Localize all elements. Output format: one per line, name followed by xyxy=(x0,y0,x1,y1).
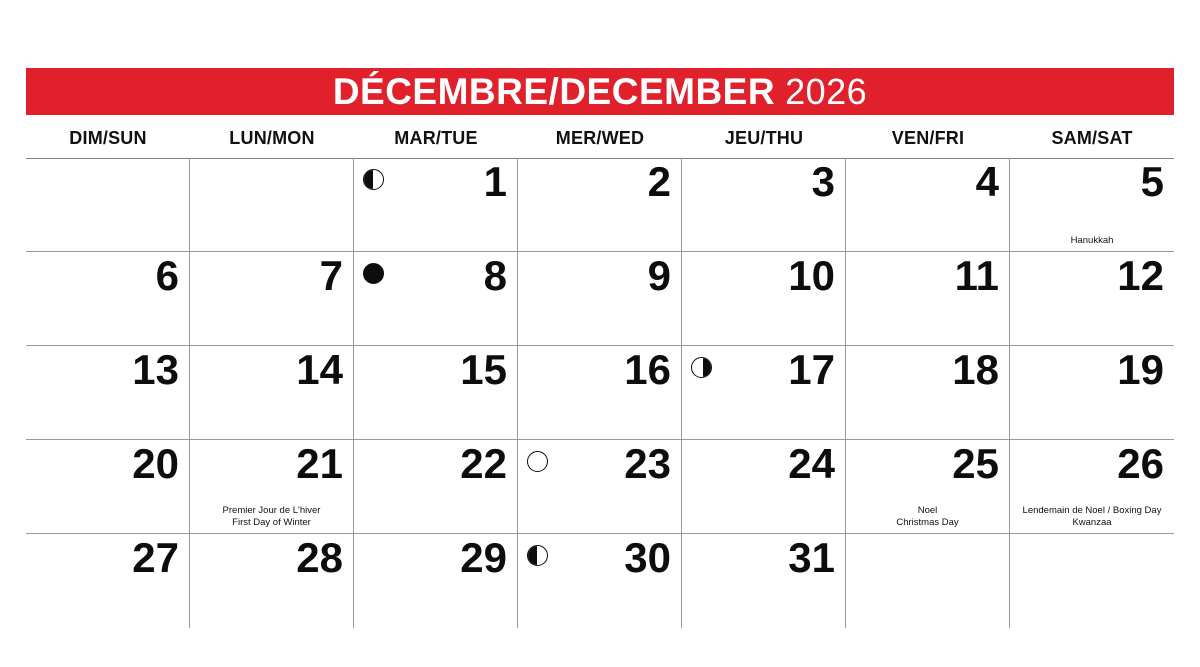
day-number: 10 xyxy=(788,252,835,299)
day-number: 15 xyxy=(460,346,507,393)
day-cell[interactable] xyxy=(190,440,354,534)
day-cell[interactable] xyxy=(26,534,190,628)
title-year: 2026 xyxy=(785,71,868,112)
day-number: 26 xyxy=(1117,440,1164,487)
day-cell[interactable] xyxy=(1010,252,1174,346)
event-label: First Day of Winter xyxy=(232,517,311,529)
day-events xyxy=(1014,505,1170,529)
day-number: 22 xyxy=(460,440,507,487)
page-title xyxy=(333,73,867,110)
day-cell[interactable] xyxy=(682,534,846,628)
day-number: 25 xyxy=(952,440,999,487)
day-cell-empty xyxy=(1010,534,1174,628)
day-number: 28 xyxy=(296,534,343,581)
day-number: 14 xyxy=(296,346,343,393)
day-cell[interactable] xyxy=(518,346,682,440)
day-cell[interactable] xyxy=(682,158,846,252)
weekday-header-fri: VEN/FRI xyxy=(891,128,965,148)
day-events xyxy=(194,505,349,529)
day-cell[interactable] xyxy=(518,252,682,346)
day-number: 1 xyxy=(483,158,507,205)
day-events xyxy=(1014,235,1170,247)
day-number: 17 xyxy=(788,346,835,393)
day-cell[interactable] xyxy=(190,252,354,346)
day-cell[interactable] xyxy=(682,252,846,346)
calendar-title-bar xyxy=(26,68,1174,115)
day-cell-empty xyxy=(846,534,1010,628)
day-number: 23 xyxy=(624,440,671,487)
day-number: 19 xyxy=(1117,346,1164,393)
day-cell[interactable] xyxy=(1010,346,1174,440)
day-cell[interactable] xyxy=(1010,440,1174,534)
moon-phase-last-quarter-icon xyxy=(363,169,384,190)
event-label: Noel xyxy=(917,505,938,517)
day-cell[interactable] xyxy=(518,440,682,534)
moon-phase-new-icon xyxy=(363,263,384,284)
event-label: Kwanzaa xyxy=(1072,517,1112,529)
event-label: Premier Jour de L'hiver xyxy=(222,505,321,517)
day-number: 11 xyxy=(954,252,999,299)
weekday-header-tue: MAR/TUE xyxy=(394,128,478,148)
weekday-header-row xyxy=(26,119,1174,159)
day-cell[interactable] xyxy=(682,346,846,440)
day-cell[interactable] xyxy=(846,440,1010,534)
day-number: 18 xyxy=(952,346,999,393)
weekday-header-sat: SAM/SAT xyxy=(1051,128,1133,148)
weekday-header-mon: LUN/MON xyxy=(229,128,315,148)
day-number: 12 xyxy=(1117,252,1164,299)
day-cell-empty xyxy=(190,158,354,252)
day-cell[interactable] xyxy=(846,252,1010,346)
event-label: Hanukkah xyxy=(1070,235,1114,247)
day-cell[interactable] xyxy=(354,346,518,440)
day-number: 20 xyxy=(132,440,179,487)
day-cell[interactable] xyxy=(26,252,190,346)
weekday-header-wed: MER/WED xyxy=(555,128,645,148)
day-cell[interactable] xyxy=(26,346,190,440)
title-month: DÉCEMBRE/DECEMBER xyxy=(332,71,776,112)
event-label: Christmas Day xyxy=(896,517,959,529)
day-cell[interactable] xyxy=(190,346,354,440)
day-number: 27 xyxy=(132,534,179,581)
day-cell[interactable] xyxy=(518,158,682,252)
day-cell[interactable] xyxy=(1010,158,1174,252)
day-cell[interactable] xyxy=(354,252,518,346)
day-number: 9 xyxy=(647,252,671,299)
moon-phase-last-quarter-icon xyxy=(527,545,548,566)
day-cell-empty xyxy=(26,158,190,252)
day-cell[interactable] xyxy=(190,534,354,628)
day-cell[interactable] xyxy=(26,440,190,534)
day-number: 31 xyxy=(788,534,835,581)
day-cell[interactable] xyxy=(354,158,518,252)
day-cell[interactable] xyxy=(682,440,846,534)
day-events xyxy=(850,505,1005,529)
calendar-grid xyxy=(26,158,1174,628)
weekday-header-sun: DIM/SUN xyxy=(69,128,147,148)
day-number: 13 xyxy=(132,346,179,393)
day-cell[interactable] xyxy=(354,440,518,534)
day-number: 6 xyxy=(155,252,179,299)
moon-phase-first-quarter-icon xyxy=(691,357,712,378)
day-number: 4 xyxy=(975,158,999,205)
event-label: Lendemain de Noel / Boxing Day xyxy=(1022,505,1162,517)
day-number: 7 xyxy=(319,252,343,299)
weekday-header-thu: JEU/THU xyxy=(724,128,804,148)
day-cell[interactable] xyxy=(518,534,682,628)
day-number: 21 xyxy=(296,440,343,487)
day-cell[interactable] xyxy=(354,534,518,628)
day-number: 16 xyxy=(624,346,671,393)
day-number: 24 xyxy=(788,440,835,487)
day-cell[interactable] xyxy=(846,158,1010,252)
day-number: 8 xyxy=(483,252,507,299)
day-number: 30 xyxy=(624,534,671,581)
moon-phase-full-icon xyxy=(527,451,548,472)
day-cell[interactable] xyxy=(846,346,1010,440)
day-number: 29 xyxy=(460,534,507,581)
day-number: 2 xyxy=(647,158,671,205)
day-number: 3 xyxy=(811,158,835,205)
day-number: 5 xyxy=(1140,158,1164,205)
